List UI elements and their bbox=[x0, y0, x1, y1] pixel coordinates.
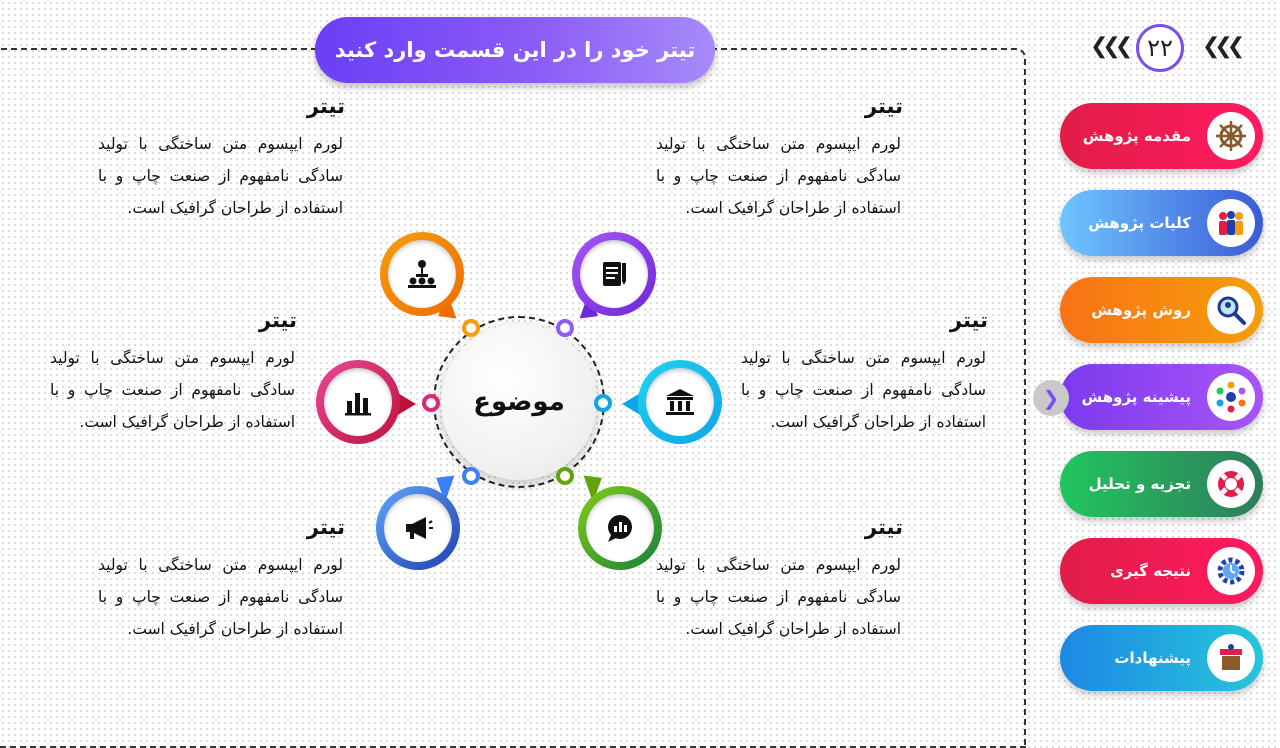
bubble-cyan bbox=[638, 360, 722, 444]
page-title bbox=[315, 17, 715, 83]
sidebar-item-label: تجزیه و تحلیل bbox=[1088, 475, 1191, 493]
connector-dot bbox=[556, 467, 574, 485]
hub-topic-label: موضوع bbox=[473, 387, 565, 417]
pager bbox=[1088, 24, 1238, 76]
sidebar-item-method[interactable] bbox=[1060, 277, 1263, 343]
sidebar-item-background[interactable] bbox=[1060, 364, 1263, 430]
sidebar-item-analysis[interactable] bbox=[1060, 451, 1263, 517]
connector-dot bbox=[556, 319, 574, 337]
sidebar-item-label: روش پژوهش bbox=[1091, 301, 1191, 319]
connector-dot bbox=[462, 319, 480, 337]
sidebar-item-suggestions[interactable] bbox=[1060, 625, 1263, 691]
sidebar-item-label: پیشینه پژوهش bbox=[1081, 388, 1191, 406]
text-block-title: تیتر bbox=[306, 94, 345, 118]
text-block-title: تیتر bbox=[258, 308, 297, 332]
text-block-body: لورم ایپسوم متن ساختگی با تولید سادگی نامفهوم از صنعت چاپ و با استفاده از طراحان گرافیک است. bbox=[741, 349, 986, 431]
team-icon bbox=[1207, 199, 1255, 247]
magnifier-icon bbox=[1207, 286, 1255, 334]
double-chevron-left-icon[interactable]: ❮❮❮ bbox=[1090, 34, 1128, 59]
podium-icon bbox=[1207, 634, 1255, 682]
active-nav-pointer[interactable]: ❯ bbox=[1033, 380, 1069, 416]
document-icon bbox=[580, 240, 648, 308]
bubble-magenta bbox=[316, 360, 400, 444]
text-block-body: لورم ایپسوم متن ساختگی با تولید سادگی نامفهوم از صنعت چاپ و با استفاده از طراحان گرافیک است. bbox=[656, 135, 901, 217]
network-icon bbox=[1207, 373, 1255, 421]
page-title-text: تیتر خود را در این قسمت وارد کنید bbox=[334, 38, 696, 62]
hierarchy-icon bbox=[388, 240, 456, 308]
chat-chart-icon bbox=[586, 494, 654, 562]
ship-wheel-icon bbox=[1207, 112, 1255, 160]
page-number: ۲۲ bbox=[1136, 24, 1184, 72]
bubble-green bbox=[578, 486, 662, 570]
double-chevron-right-icon[interactable]: ❮❮❮ bbox=[1202, 34, 1240, 59]
sidebar-item-overview[interactable] bbox=[1060, 190, 1263, 256]
bar-chart-icon bbox=[324, 368, 392, 436]
text-block-title: تیتر bbox=[864, 515, 903, 539]
bubble-purple bbox=[572, 232, 656, 316]
bubble-blue bbox=[376, 486, 460, 570]
sidebar-item-label: نتیجه گیری bbox=[1110, 562, 1191, 580]
sidebar-item-label: پیشنهادات bbox=[1114, 649, 1191, 667]
sidebar-item-label: کلیات پژوهش bbox=[1088, 214, 1191, 232]
text-block-body: لورم ایپسوم متن ساختگی با تولید سادگی نامفهوم از صنعت چاپ و با استفاده از طراحان گرافیک است. bbox=[98, 556, 343, 638]
sidebar-item-conclusion[interactable] bbox=[1060, 538, 1263, 604]
hub-topic bbox=[441, 324, 597, 480]
bubble-orange bbox=[380, 232, 464, 316]
gear-icon bbox=[1207, 547, 1255, 595]
connector-dot bbox=[422, 394, 440, 412]
sidebar-item-intro[interactable] bbox=[1060, 103, 1263, 169]
text-block-title: تیتر bbox=[306, 515, 345, 539]
text-block-middle-left bbox=[50, 308, 295, 438]
megaphone-icon bbox=[384, 494, 452, 562]
text-block-body: لورم ایپسوم متن ساختگی با تولید سادگی نامفهوم از صنعت چاپ و با استفاده از طراحان گرافیک است. bbox=[656, 556, 901, 638]
lifebuoy-icon bbox=[1207, 460, 1255, 508]
text-block-bottom-left bbox=[98, 515, 343, 645]
text-block-bottom-right bbox=[656, 515, 901, 645]
connector-dot bbox=[462, 467, 480, 485]
text-block-middle-right bbox=[741, 308, 986, 438]
text-block-title: تیتر bbox=[864, 94, 903, 118]
connector-dot bbox=[594, 394, 612, 412]
sidebar-item-label: مقدمه پژوهش bbox=[1082, 127, 1191, 145]
text-block-body: لورم ایپسوم متن ساختگی با تولید سادگی نامفهوم از صنعت چاپ و با استفاده از طراحان گرافیک است. bbox=[98, 135, 343, 217]
text-block-top-right bbox=[656, 94, 901, 224]
text-block-body: لورم ایپسوم متن ساختگی با تولید سادگی نامفهوم از صنعت چاپ و با استفاده از طراحان گرافیک است. bbox=[50, 349, 295, 431]
text-block-top-left bbox=[98, 94, 343, 224]
text-block-title: تیتر bbox=[949, 308, 988, 332]
bank-icon bbox=[646, 368, 714, 436]
